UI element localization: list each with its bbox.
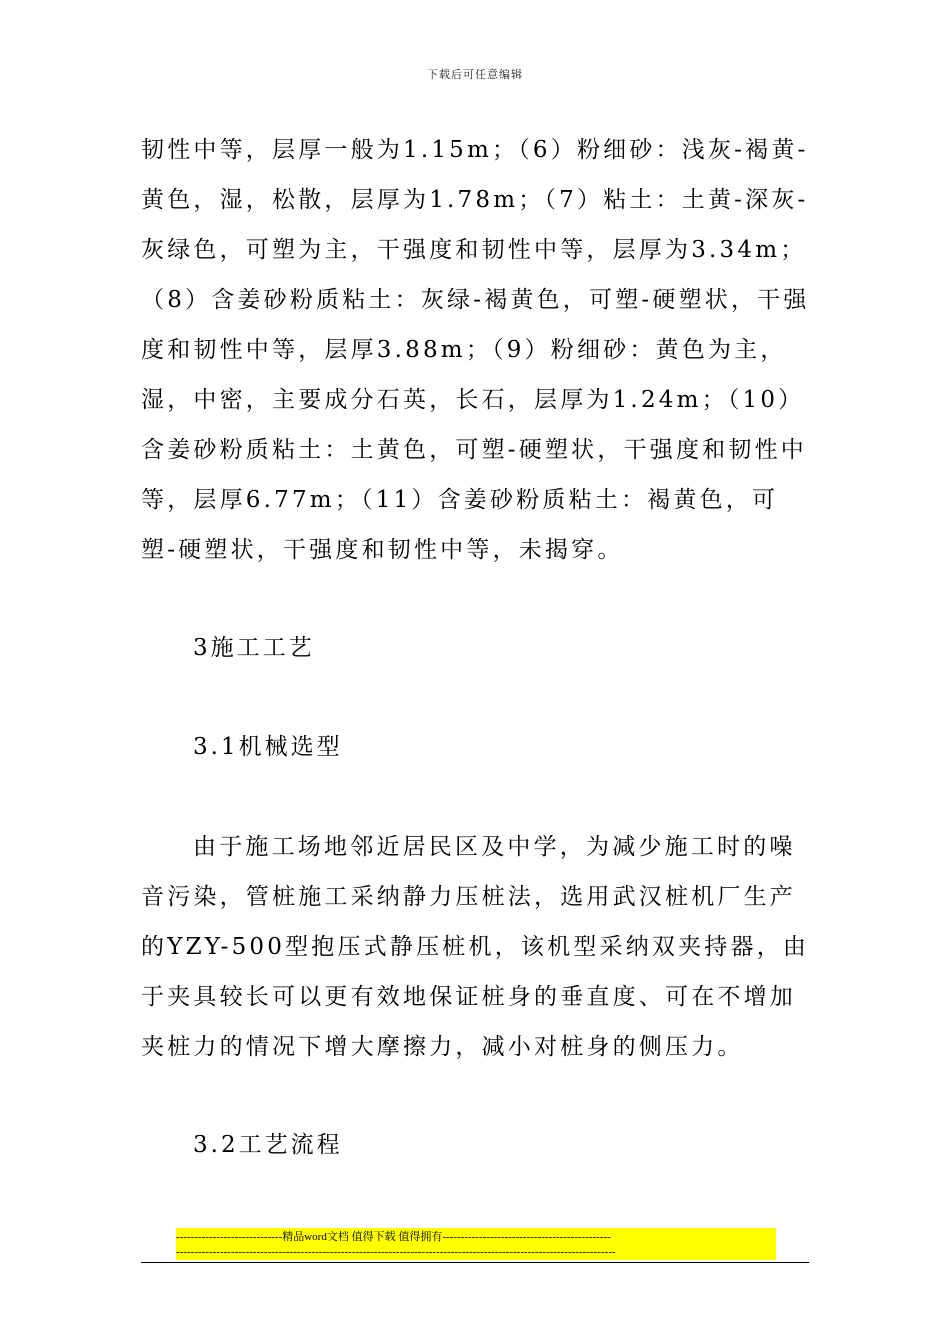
page-header-note: 下载后可任意编辑 (427, 68, 523, 81)
footer-banner (176, 1228, 776, 1260)
paragraph-soil-layers: 韧性中等，层厚一般为1.15m；（6）粉细砂：浅灰-褐黄-黄色，湿，松散，层厚为1.78m；（7）粘土：土黄-深灰-灰绿色，可塑为主，干强度和韧性中等，层厚为3.34m；（8）含姜砂粉质粘土：灰绿-褐黄色，可塑-硬塑状，干强度和韧性中等，层厚3.88m；（9）粉细砂：黄色为主，湿，中密，主要成分石英，长石，层厚为1.24m；（10）含姜砂粉质粘土：土黄色，可塑-硬塑状，干强度和韧性中等，层厚6.77m；（11）含姜砂粉质粘土：褐黄色，可塑-硬塑状，干强度和韧性中等，未揭穿。 (141, 137, 810, 563)
section-heading-3-2: 3.2工艺流程 (193, 1132, 343, 1158)
footer-banner-line1: -----------------------------精品word文档 值得下载 值得拥有---------------------------------------------- (176, 1231, 611, 1243)
paragraph-machine-selection: 由于施工场地邻近居民区及中学，为减少施工时的噪音污染，管桩施工采纳静力压桩法，选用武汉桩机厂生产的YZY-500型抱压式静压桩机，该机型采纳双夹持器，由于夹具较长可以更有效地保证桩身的垂直度、可在不增加夹桩力的情况下增大摩擦力，减小对桩身的侧压力。 (141, 834, 810, 1060)
section-heading-3: 3施工工艺 (193, 635, 315, 661)
footer-banner-line2: ------------------------------------------------------------------------------------------------------------------------ (176, 1246, 616, 1258)
footer-divider (141, 1262, 809, 1263)
section-heading-3-1: 3.1机械选型 (193, 734, 343, 760)
